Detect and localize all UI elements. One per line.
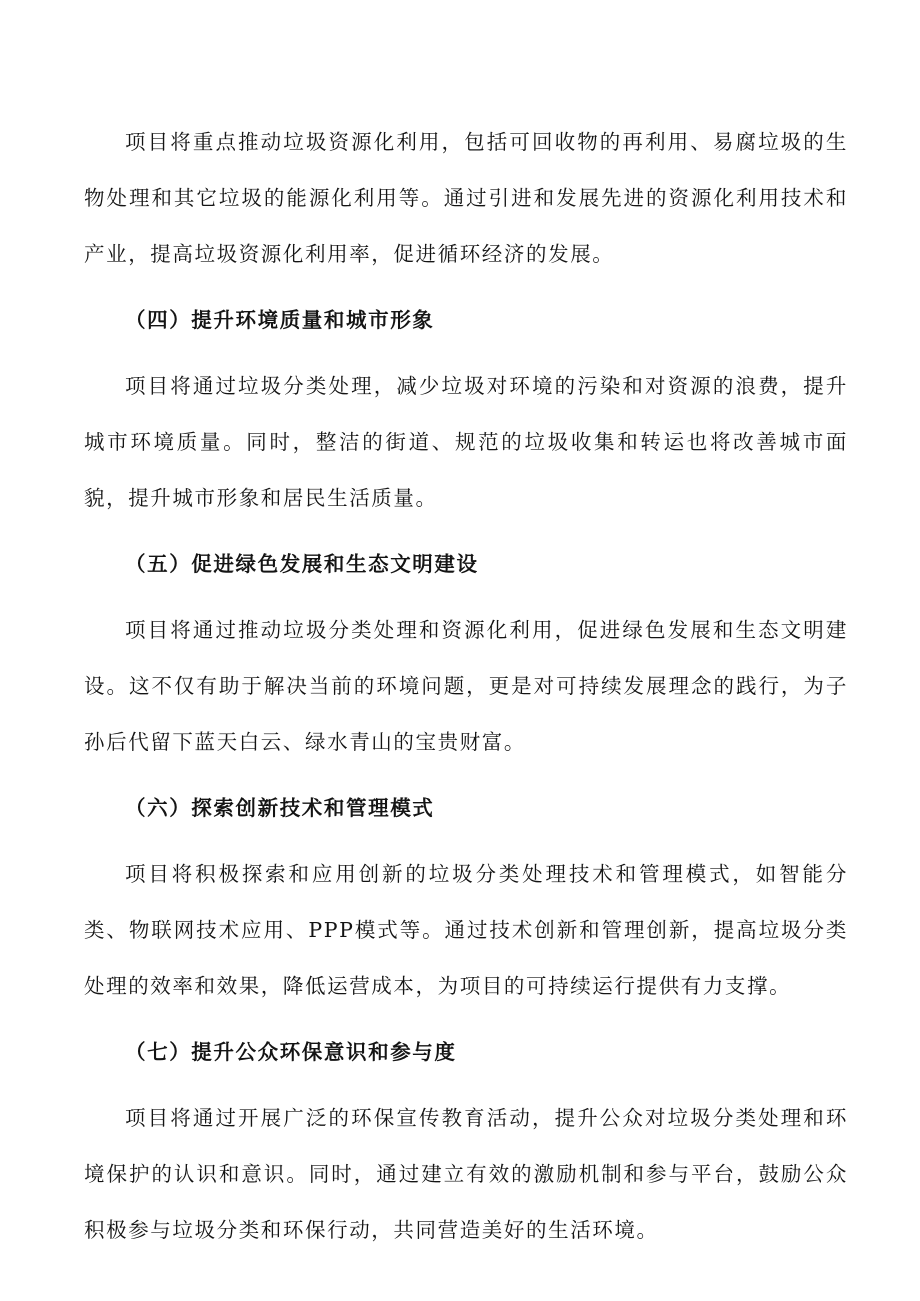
heading-section-4: （四）提升环境质量和城市形象: [125, 308, 435, 332]
paragraph-section-6: 项目将积极探索和应用创新的垃圾分类处理技术和管理模式，如智能分类、物联网技术应用、PPP模式等。通过技术创新和管理创新，提高垃圾分类处理的效率和效果，降低运营成本，为项目的可持续运行提供有力支撑。: [84, 862, 848, 998]
paragraph-section-7: 项目将通过开展广泛的环保宣传教育活动，提升公众对垃圾分类处理和环境保护的认识和意识。同时，通过建立有效的激励机制和参与平台，鼓励公众积极参与垃圾分类和环保行动，共同营造美好的生活环境。: [84, 1106, 848, 1242]
heading-section-6: （六）探索创新技术和管理模式: [125, 796, 435, 820]
paragraph-resource-utilization: 项目将重点推动垃圾资源化利用，包括可回收物的再利用、易腐垃圾的生物处理和其它垃圾的能源化利用等。通过引进和发展先进的资源化利用技术和产业，提高垃圾资源化利用率，促进循环经济的发展。: [84, 130, 848, 266]
heading-section-7: （七）提升公众环保意识和参与度: [125, 1040, 457, 1064]
paragraph-section-4: 项目将通过垃圾分类处理，减少垃圾对环境的污染和对资源的浪费，提升城市环境质量。同时，整洁的街道、规范的垃圾收集和转运也将改善城市面貌，提升城市形象和居民生活质量。: [84, 374, 848, 510]
heading-section-5: （五）促进绿色发展和生态文明建设: [125, 552, 479, 576]
paragraph-section-5: 项目将通过推动垃圾分类处理和资源化利用，促进绿色发展和生态文明建设。这不仅有助于解决当前的环境问题，更是对可持续发展理念的践行，为子孙后代留下蓝天白云、绿水青山的宝贵财富。: [84, 618, 848, 754]
